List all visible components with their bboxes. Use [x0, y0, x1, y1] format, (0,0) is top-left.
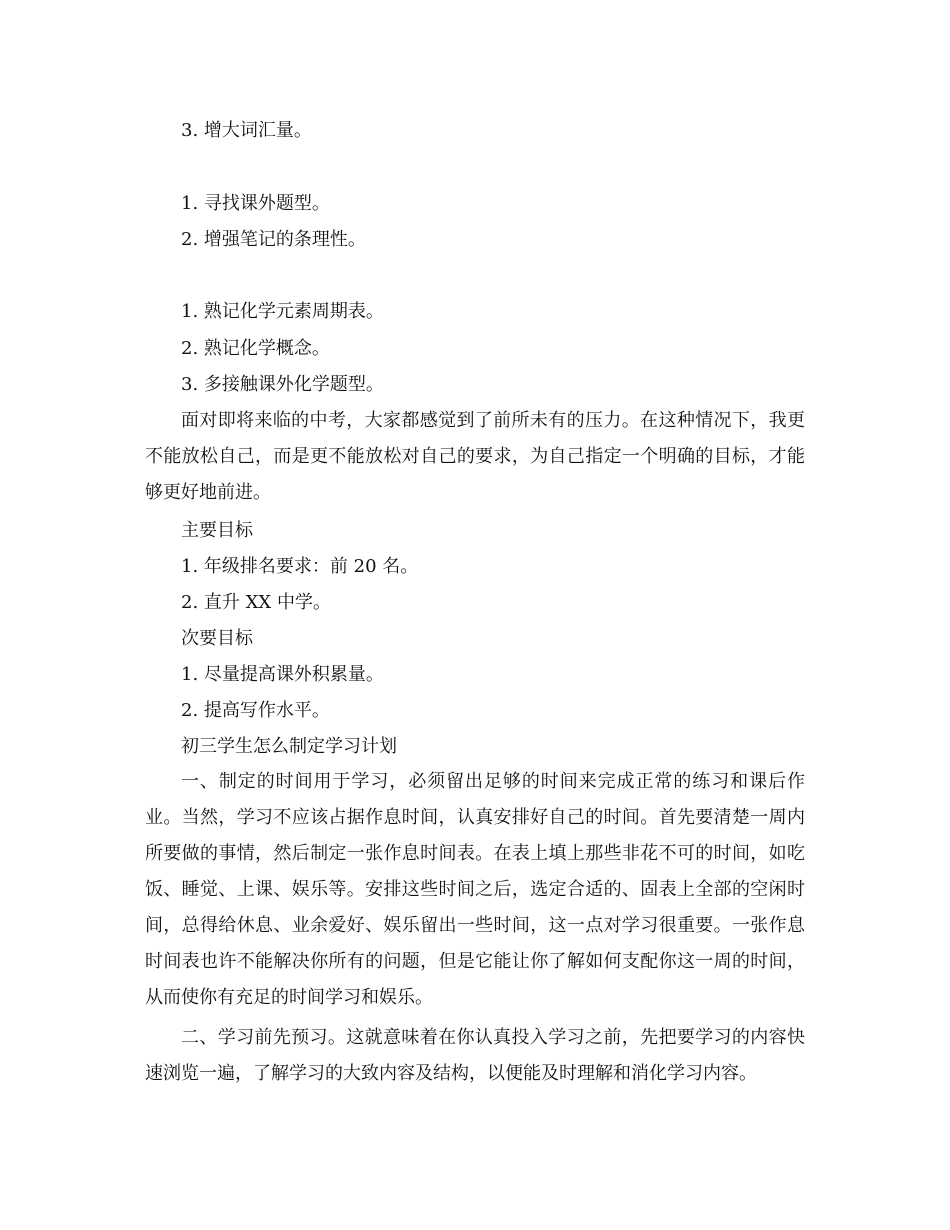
secondary-goals-heading: 次要目标 [181, 628, 253, 649]
secondary-goal-item: 1. 尽量提高课外积累量。 [181, 664, 384, 685]
section-title: 初三学生怎么制定学习计划 [181, 736, 397, 757]
main-goal-item: 1. 年级排名要求：前 20 名。 [181, 556, 419, 577]
paragraph-1: 一、制定的时间用于学习，必须留出足够的时间来完成正常的练习和课后作业。当然，学习不应该占据作息时间，认真安排好自己的时间。首先要清楚一周内所要做的事情，然后制定一张作息时间表。在表上填上那些非花不可的时间，如吃饭、睡觉、上课、娱乐等。安排这些时间之后，选定合适的、固表上全部的空闲时间，总得给休息、业余爱好、娱乐留出一些时间，这一点对学习很重要。一张作息时间表也许不能解决你所有的问题，但是它能让你了解如何支配你这一周的时间，从而使你有充足的时间学习和娱乐。 [145, 771, 805, 1008]
list-item: 3. 增大词汇量。 [181, 120, 312, 141]
list-item: 2. 熟记化学概念。 [181, 338, 330, 359]
main-goal-item: 2. 直升 XX 中学。 [181, 592, 331, 613]
main-goals-heading: 主要目标 [181, 520, 253, 541]
secondary-goal-item: 2. 提高写作水平。 [181, 700, 330, 721]
list-item: 1. 熟记化学元素周期表。 [181, 301, 384, 322]
list-item: 3. 多接触课外化学题型。 [181, 374, 384, 395]
list-item: 2. 增强笔记的条理性。 [181, 229, 366, 250]
list-item: 1. 寻找课外题型。 [181, 193, 330, 214]
paragraph-2: 二、学习前先预习。这就意味着在你认真投入学习之前，先把要学习的内容快速浏览一遍，了解学习的大致内容及结构，以便能及时理解和消化学习内容。 [145, 1027, 805, 1084]
intro-paragraph: 面对即将来临的中考，大家都感觉到了前所未有的压力。在这种情况下，我更不能放松自己，而是更不能放松对自己的要求，为自己指定一个明确的目标，才能够更好地前进。 [145, 410, 805, 503]
